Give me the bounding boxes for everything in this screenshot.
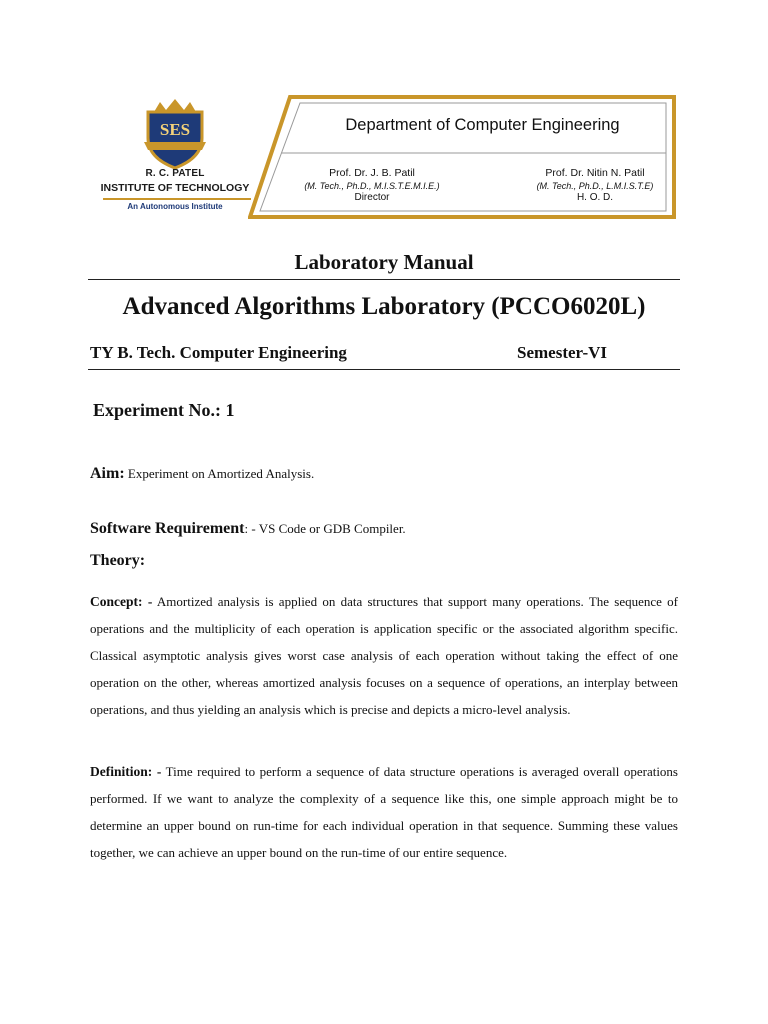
institute-seal-icon <box>140 98 210 170</box>
hod-name: Prof. Dr. Nitin N. Patil <box>545 167 645 179</box>
hod-role: H. O. D. <box>576 192 614 203</box>
department-name: Department of Computer Engineering <box>345 116 620 134</box>
aim-line <box>90 465 314 483</box>
institute-tagline: An Autonomous Institute <box>127 202 223 211</box>
experiment-number: Experiment No.: 1 <box>93 400 235 420</box>
title-rule-top <box>88 279 680 280</box>
director-name: Prof. Dr. J. B. Patil <box>329 167 415 179</box>
hod-qualification: (M. Tech., Ph.D., L.M.I.S.T.E) <box>536 181 654 191</box>
aim-text: Experiment on Amortized Analysis. <box>124 466 315 481</box>
logo-divider <box>103 198 251 200</box>
director-role: Director <box>354 192 390 203</box>
letterhead <box>0 0 768 230</box>
definition-label: Definition: - <box>90 764 162 779</box>
program-name: TY B. Tech. Computer Engineering <box>90 343 347 362</box>
director-block <box>282 167 462 204</box>
institute-name-line1: R. C. PATEL <box>145 168 205 179</box>
course-title: Advanced Algorithms Laboratory (PCCO6020L) <box>122 293 646 320</box>
definition-text: Time required to perform a sequence of data structure operations is averaged overall operations performed. If we want to analyze the complexity of a sequence like this, one simple approach might be to determine an upper bound on run-time for each individual operation in that sequence. Summing these values together, we can achieve an upper bound on the run-time of our entire sequence. <box>90 764 678 860</box>
seal-text: SES <box>159 120 191 139</box>
software-label: Software Requirement <box>90 520 245 537</box>
semester-label: Semester-VI <box>517 343 607 362</box>
hod-block <box>520 167 670 204</box>
concept-paragraph <box>90 588 678 723</box>
concept-text: Amortized analysis is applied on data structures that support many operations. The sequence of operations and the multiplicity of each operation is application specific or the associated algorithm specific. Classical asymptotic analysis gives worst case analysis of each operation without taking the effect of one operation on the other, whereas amortized analysis focuses on a sequence of operations, an interplay between operations, and thus yielding an analysis which is precise and depicts a micro-level analysis. <box>90 594 678 717</box>
software-requirement-line <box>90 520 406 538</box>
software-text: : - VS Code or GDB Compiler. <box>244 521 406 536</box>
concept-label: Concept: - <box>90 594 153 609</box>
title-rule-bottom <box>88 369 680 370</box>
manual-title: Laboratory Manual <box>294 250 474 274</box>
institute-name-line2: INSTITUTE OF TECHNOLOGY <box>100 182 250 194</box>
theory-heading: Theory: <box>90 552 146 569</box>
definition-paragraph <box>90 758 678 866</box>
director-qualification: (M. Tech., Ph.D., M.I.S.T.E.M.I.E.) <box>304 181 440 191</box>
institute-logo <box>95 98 255 223</box>
aim-label: Aim: <box>90 465 125 482</box>
